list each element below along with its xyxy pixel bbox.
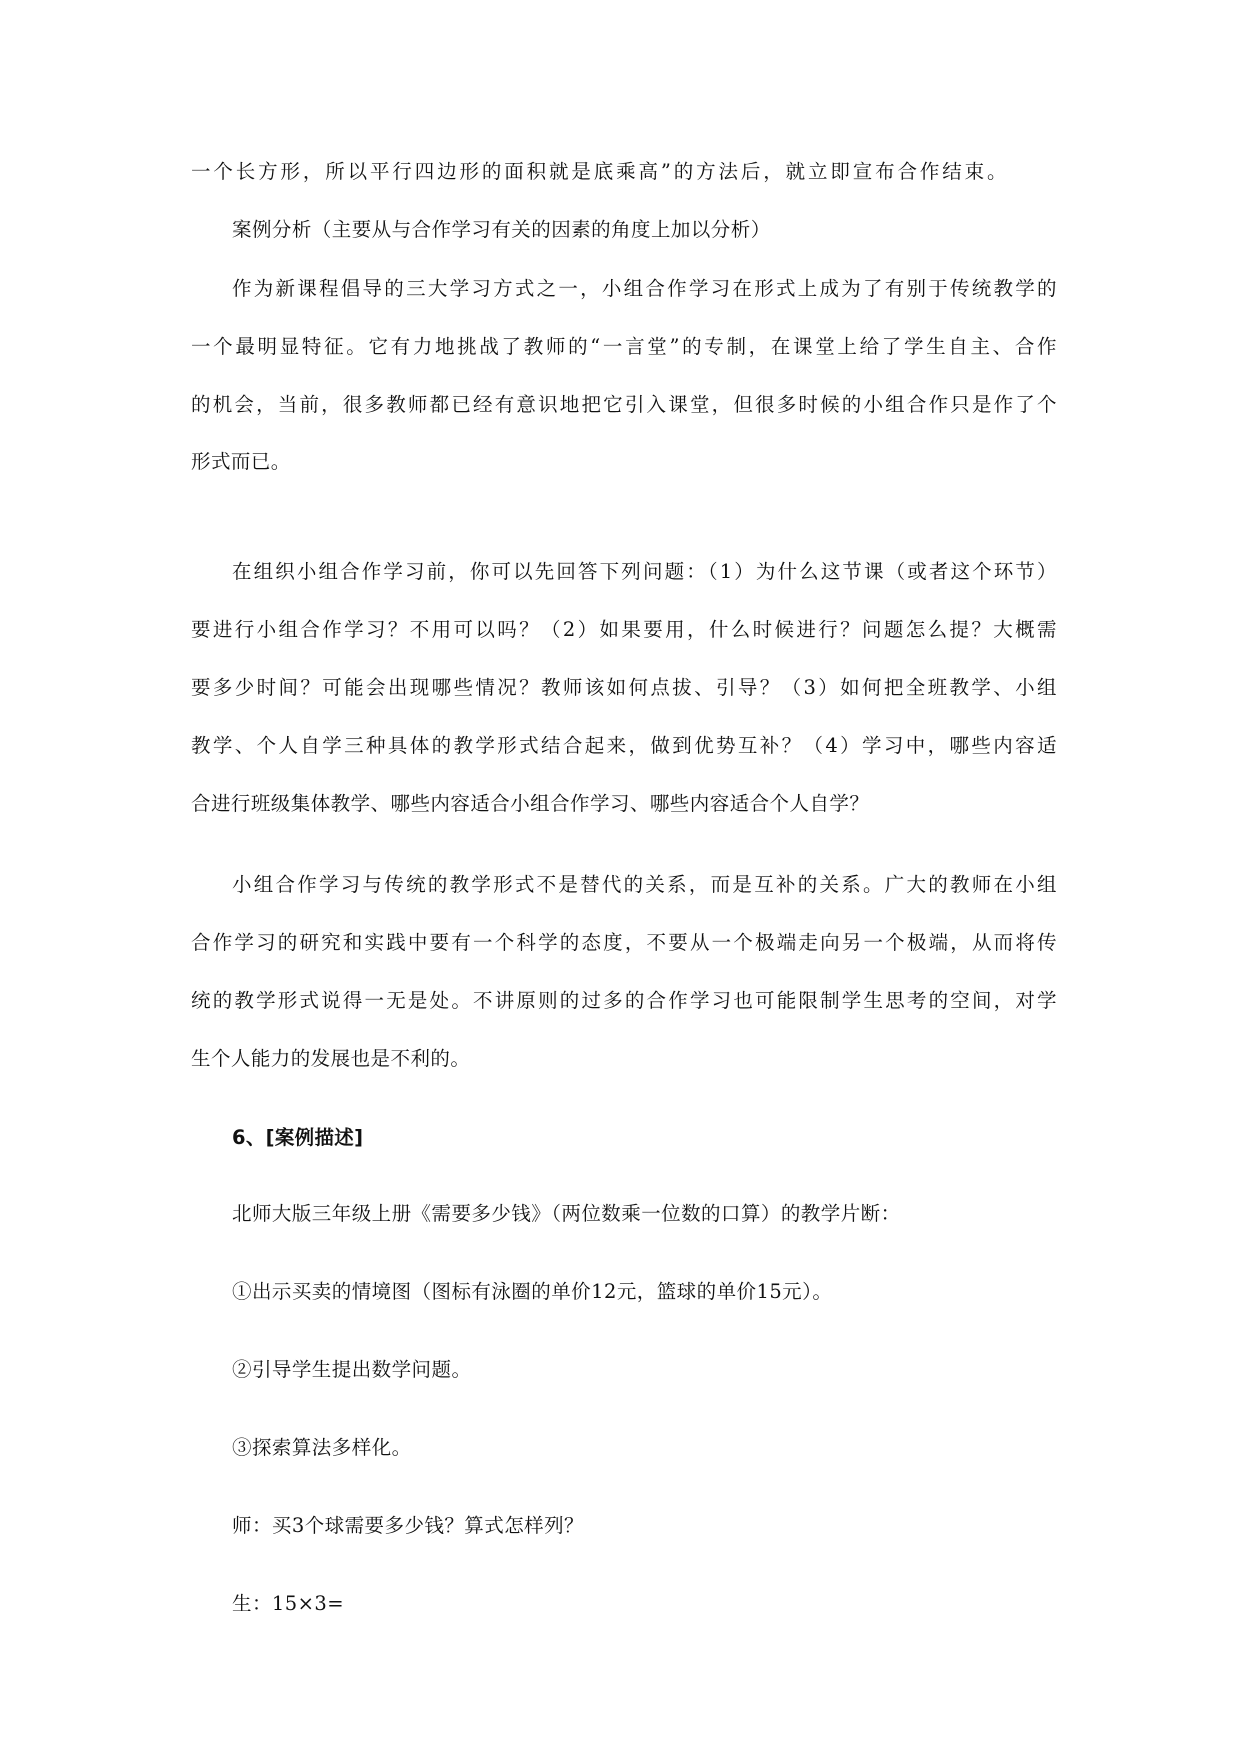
paragraph-line: 生个人能力的发展也是不利的。 xyxy=(191,1047,471,1070)
paragraph-line: 在组织小组合作学习前，你可以先回答下列问题：（1）为什么这节课（或者这个环节） xyxy=(232,560,1057,583)
paragraph-line: 一个长方形，所以平行四边形的面积就是底乘高”的方法后，就立即宣布合作结束。 xyxy=(191,160,1007,183)
paragraph-line: 教学、个人自学三种具体的教学形式结合起来，做到优势互补？（4）学习中，哪些内容适 xyxy=(191,734,1057,757)
dialogue-line: 生：15×3= xyxy=(232,1592,345,1615)
paragraph-line: 小组合作学习与传统的教学形式不是替代的关系，而是互补的关系。广大的教师在小组 xyxy=(232,873,1057,896)
dialogue-line: 师：买3个球需要多少钱？算式怎样列？ xyxy=(232,1514,585,1537)
section-title: 案例分析（主要从与合作学习有关的因素的角度上加以分析） xyxy=(232,218,771,241)
paragraph-line: 要多少时间？可能会出现哪些情况？教师该如何点拔、引导？（3）如何把全班教学、小组 xyxy=(191,676,1057,699)
paragraph-line: 合作学习的研究和实践中要有一个科学的态度，不要从一个极端走向另一个极端，从而将传 xyxy=(191,931,1057,954)
paragraph-line: 一个最明显特征。它有力地挑战了教师的“一言堂”的专制，在课堂上给了学生自主、合作 xyxy=(191,335,1057,358)
list-item: ③探索算法多样化。 xyxy=(232,1436,412,1459)
paragraph-line: 形式而已。 xyxy=(191,450,291,473)
paragraph-line: 要进行小组合作学习？不用可以吗？（2）如果要用，什么时候进行？问题怎么提？大概需 xyxy=(191,618,1057,641)
list-item: ①出示买卖的情境图（图标有泳圈的单价12元，篮球的单价15元）。 xyxy=(232,1280,833,1303)
paragraph-line: 作为新课程倡导的三大学习方式之一，小组合作学习在形式上成为了有别于传统教学的 xyxy=(232,277,1057,300)
paragraph-line: 统的教学形式说得一无是处。不讲原则的过多的合作学习也可能限制学生思考的空间，对学 xyxy=(191,989,1057,1012)
case-heading: 6、[案例描述] xyxy=(232,1126,364,1149)
paragraph-line: 合进行班级集体教学、哪些内容适合小组合作学习、哪些内容适合个人自学？ xyxy=(191,792,870,815)
list-item: ②引导学生提出数学问题。 xyxy=(232,1358,472,1381)
paragraph-line: 北师大版三年级上册《需要多少钱》（两位数乘一位数的口算）的教学片断： xyxy=(232,1202,901,1225)
paragraph-line: 的机会，当前，很多教师都已经有意识地把它引入课堂，但很多时候的小组合作只是作了个 xyxy=(191,393,1057,416)
